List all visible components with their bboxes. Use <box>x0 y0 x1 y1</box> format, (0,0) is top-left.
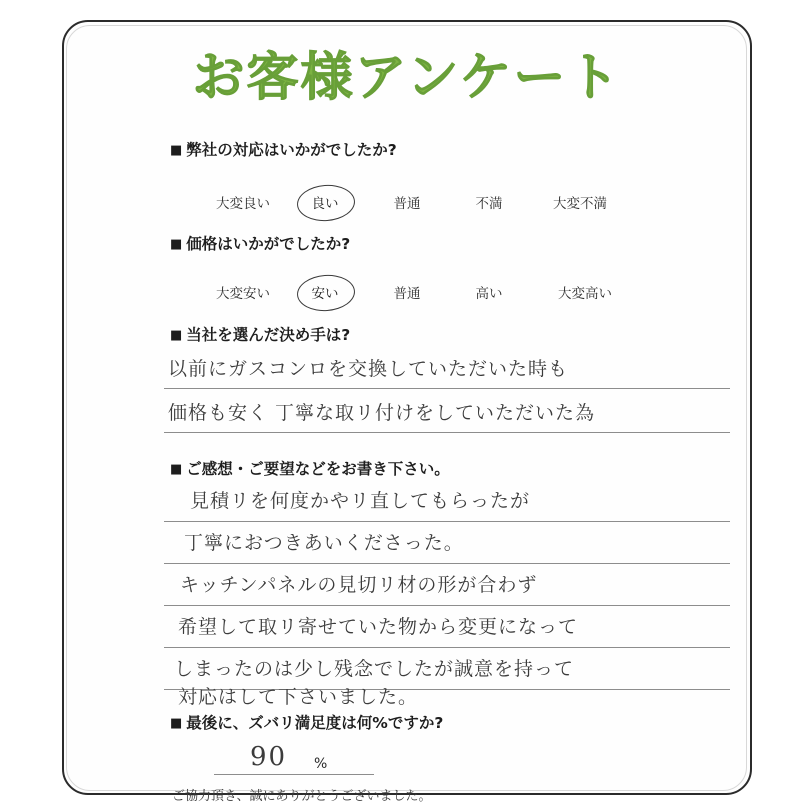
question-1-label: ■ 弊社の対応はいかがでしたか? <box>170 141 397 159</box>
option-q2-0[interactable]: 大変安い <box>216 286 270 302</box>
answer-rule <box>164 647 730 648</box>
question-4-answer-line-3: キッチンパネルの見切リ材の形が合わず <box>180 574 538 596</box>
question-3-label: ■ 当社を選んだ決め手は? <box>170 326 351 344</box>
option-q1-3[interactable]: 不満 <box>475 196 503 212</box>
question-3-answer-line-2: 価格も安く 丁寧な取リ付けをしていただいた為 <box>168 402 596 424</box>
question-4-label: ■ ご感想・ご要望などをお書き下さい。 <box>170 460 450 478</box>
option-q2-1-selected[interactable]: 安い <box>284 282 366 302</box>
question-1-options <box>202 192 682 212</box>
percent-sign: % <box>314 756 328 772</box>
question-3-answer-line-1: 以前にガスコンロを交換していただいた時も <box>168 358 569 380</box>
answer-rule <box>164 563 730 564</box>
option-q1-0[interactable]: 大変良い <box>216 196 270 212</box>
question-5-label: ■ 最後に、ズバリ満足度は何%ですか? <box>170 714 444 732</box>
bullet-square-icon: ■ <box>170 328 183 343</box>
bullet-square-icon: ■ <box>170 237 183 252</box>
option-q2-4[interactable]: 大変高い <box>558 286 612 302</box>
bullet-square-icon: ■ <box>170 143 183 158</box>
option-q2-3[interactable]: 高い <box>475 286 503 302</box>
question-4-answer-line-6: 対応はして下さいました。 <box>178 686 419 708</box>
answer-rule <box>164 388 730 389</box>
satisfaction-value: 90 <box>250 742 288 772</box>
question-4-answer-line-4: 希望して取リ寄せていた物から変更になって <box>178 616 579 638</box>
answer-rule <box>164 432 730 433</box>
answer-rule <box>164 605 730 606</box>
question-4-answer-line-1: 見積リを何度かやリ直してもらったが <box>190 490 531 512</box>
percent-rule <box>214 774 374 775</box>
question-2-options <box>202 282 692 302</box>
option-q1-2[interactable]: 普通 <box>393 196 421 212</box>
option-q1-4[interactable]: 大変不満 <box>553 196 607 212</box>
question-4-answer-line-5: しまったのは少し残念でしたが誠意を持って <box>174 658 575 680</box>
page-title: お客様アンケート <box>192 48 622 108</box>
survey-content <box>62 20 752 804</box>
question-2-label: ■ 価格はいかがでしたか? <box>170 235 351 253</box>
answer-rule <box>164 521 730 522</box>
bullet-square-icon: ■ <box>170 462 183 477</box>
footer-note: ご協力頂き、誠にありがとうございました。 <box>172 789 432 804</box>
question-4-answer-line-2: 丁寧におつきあいくださった。 <box>184 532 464 554</box>
option-q1-1-selected[interactable]: 良い <box>284 192 366 212</box>
bullet-square-icon: ■ <box>170 716 183 731</box>
option-q2-2[interactable]: 普通 <box>393 286 421 302</box>
